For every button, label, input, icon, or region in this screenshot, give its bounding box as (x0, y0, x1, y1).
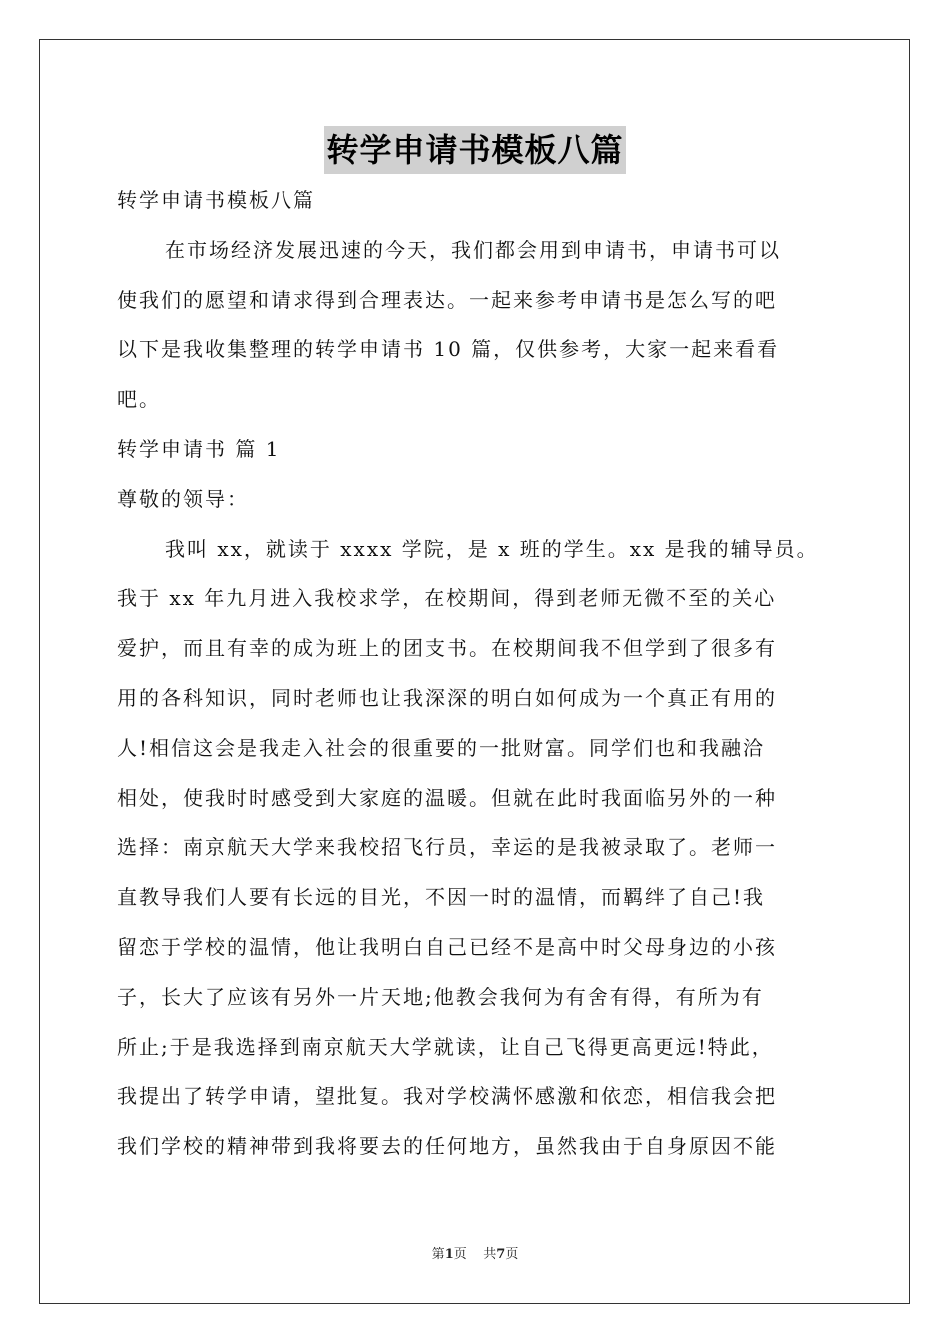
page-current: 1 (444, 1247, 454, 1262)
intro-line-4: 吧。 (117, 387, 161, 412)
letter-line-13: 我们学校的精神带到我将要去的任何地方，虽然我由于自身原因不能 (117, 1134, 777, 1159)
title-container (0, 126, 950, 174)
letter-line-7: 选择：南京航天大学来我校招飞行员，幸运的是我被录取了。老师一 (117, 835, 777, 860)
page-prefix: 第 (431, 1247, 445, 1262)
letter-line-4: 用的各科知识，同时老师也让我深深的明白如何成为一个真正有用的 (117, 685, 777, 710)
document-body (117, 176, 835, 1172)
page-footer (0, 1243, 950, 1262)
intro-line-2: 使我们的愿望和请求得到合理表达。一起来参考申请书是怎么写的吧 (117, 287, 777, 312)
page-total: 7 (496, 1247, 506, 1262)
intro-line-1: 在市场经济发展迅速的今天，我们都会用到申请书，申请书可以 (165, 237, 781, 262)
document-title: 转学申请书模板八篇 (324, 126, 625, 174)
letter-line-9: 留恋于学校的温情，他让我明白自己已经不是高中时父母身边的小孩 (117, 934, 777, 959)
letter-line-2: 我于 xx 年九月进入我校求学，在校期间，得到老师无微不至的关心 (117, 586, 777, 611)
letter-line-11: 所止;于是我选择到南京航天大学就读，让自己飞得更高更远!特此， (117, 1034, 774, 1059)
letter-line-6: 相处，使我时时感受到大家庭的温暖。但就在此时我面临另外的一种 (117, 785, 777, 810)
letter-line-5: 人!相信这会是我走入社会的很重要的一批财富。同学们也和我融洽 (117, 735, 766, 760)
letter-line-1: 我叫 xx，就读于 xxxx 学院，是 x 班的学生。xx 是我的辅导员。 (165, 536, 819, 561)
page-mid: 页 共 (453, 1247, 497, 1262)
salutation: 尊敬的领导： (117, 486, 249, 511)
letter-line-10: 子，长大了应该有另外一片天地;他教会我何为有舍有得，有所为有 (117, 984, 764, 1009)
intro-line-3: 以下是我收集整理的转学申请书 10 篇，仅供参考，大家一起来看看 (117, 337, 780, 362)
section-heading: 转学申请书 篇 1 (117, 436, 281, 461)
page-suffix: 页 (505, 1247, 519, 1262)
letter-line-8: 直教导我们人要有长远的目光，不因一时的温情，而羁绊了自己!我 (117, 885, 766, 910)
letter-line-12: 我提出了转学申请，望批复。我对学校满怀感激和依恋，相信我会把 (117, 1084, 777, 1109)
subtitle-line: 转学申请书模板八篇 (117, 188, 315, 212)
letter-line-3: 爱护，而且有幸的成为班上的团支书。在校期间我不但学到了很多有 (117, 636, 777, 661)
